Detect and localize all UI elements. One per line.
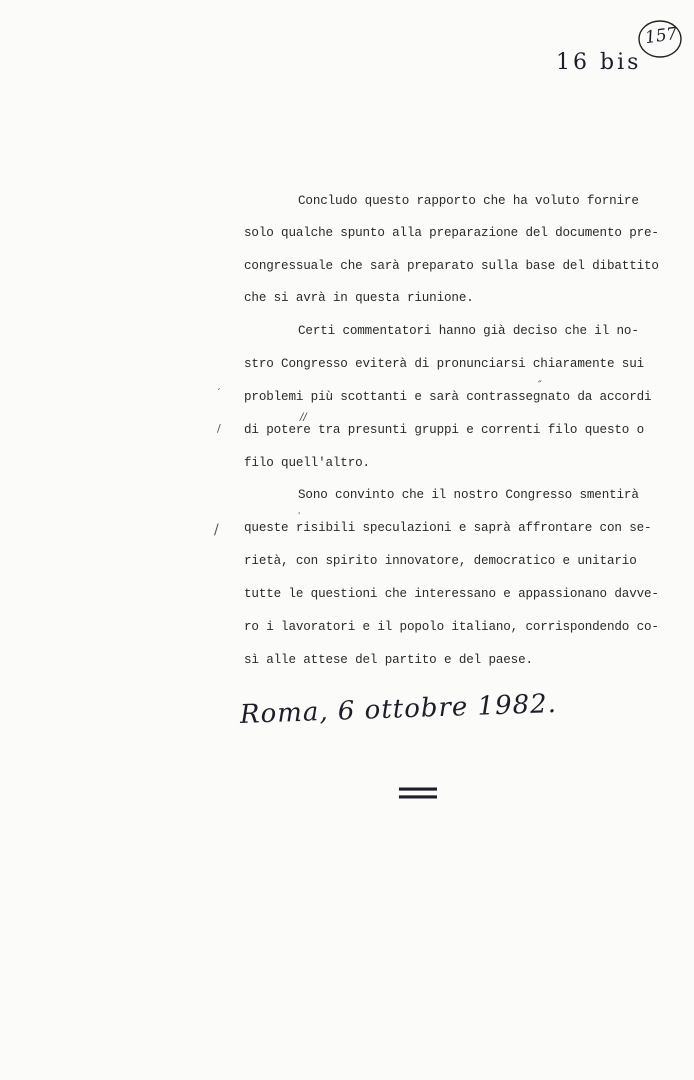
body-line-3: congressuale che sarà preparato sulla base del dibattito xyxy=(244,259,659,273)
body-line-1: Concludo questo rapporto che ha voluto fornire xyxy=(298,194,639,208)
quote-mark: ″ xyxy=(538,380,542,391)
margin-slash-mark: / xyxy=(217,422,221,435)
sheet-label: 16 bis xyxy=(556,50,642,75)
body-line-7: problemi più scottanti e sarà contrassegnato da accordi xyxy=(244,390,652,404)
correction-mark: ' xyxy=(298,511,301,520)
body-line-13: tutte le questioni che interessano e appassionano davve- xyxy=(244,587,659,601)
margin-tick-mark: ´ xyxy=(216,388,221,399)
place-date-signature: Roma, 6 ottobre 1982. xyxy=(239,688,558,730)
body-line-12: rietà, con spirito innovatore, democratico e unitario xyxy=(244,554,637,568)
page-number: 157 xyxy=(643,23,679,49)
end-mark: = xyxy=(392,770,444,814)
body-line-8: di potere tra presunti gruppi e correnti filo questo o xyxy=(244,423,645,437)
body-line-14: ro i lavoratori e il popolo italiano, corrispondendo co- xyxy=(244,620,659,634)
body-line-10: Sono convinto che il nostro Congresso smentirà xyxy=(298,488,639,502)
body-line-9: filo quell'altro. xyxy=(244,456,370,470)
body-line-15: sì alle attese del partito e del paese. xyxy=(244,653,533,667)
body-line-5: Certi commentatori hanno già deciso che il no- xyxy=(298,324,639,338)
margin-slash-mark: / xyxy=(214,522,219,538)
body-line-4: che si avrà in questa riunione. xyxy=(244,291,474,305)
body-line-6: stro Congresso eviterà di pronunciarsi chiaramente sui xyxy=(244,357,645,371)
body-line-11: queste risibili speculazioni e saprà affrontare con se- xyxy=(244,521,652,535)
body-line-2: solo qualche spunto alla preparazione del documento pre- xyxy=(244,226,659,240)
quote-mark: // xyxy=(300,412,307,423)
